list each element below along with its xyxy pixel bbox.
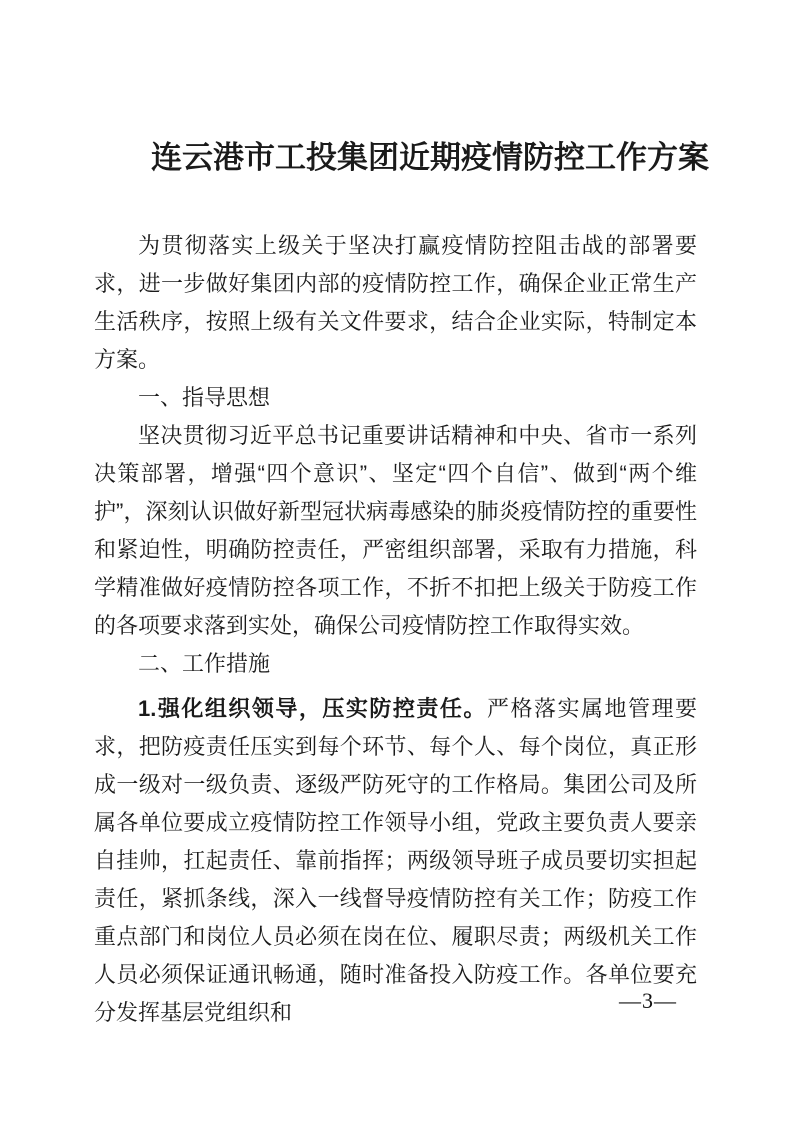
- section-heading: 二、工作措施: [138, 651, 271, 676]
- section-heading: 一、指导思想: [138, 385, 271, 410]
- page-number: —3—: [619, 988, 677, 1013]
- paragraph-bold-lead: 1.强化组织领导，压实防控责任。: [138, 696, 487, 721]
- paragraph: 坚决贯彻习近平总书记重要讲话精神和中央、省市一系列决策部署，增强“四个意识”、坚定“四个自信”、做到“两个维护”，深刻认识做好新型冠状病毒感染的肺炎疫情防控的重要性和紧迫性，明确防控责任，严密组织部署，采取有力措施，科学精准做好疫情防控各项工作，不折不扣把上级关于防疫工作的各项要求落到实处，确保公司疫情防控工作取得实效。: [94, 423, 697, 638]
- document-body: [94, 227, 697, 1032]
- paragraph: 1.强化组织领导，压实防控责任。严格落实属地管理要求，把防疫责任压实到每个环节、每个人、每个岗位，真正形成一级对一级负责、逐级严防死守的工作格局。集团公司及所属各单位要成立疫情防控工作领导小组，党政主要负责人要亲自挂帅，扛起责任、靠前指挥；两级领导班子成员要切实担起责任，紧抓条线，深入一线督导疫情防控有关工作；防疫工作重点部门和岗位人员必须在岗在位、履职尽责；两级机关工作人员必须保证通讯畅通，随时准备投入防疫工作。各单位要充分发挥基层党组织和: [94, 696, 697, 1025]
- document-title: 连云港市工投集团近期疫情防控工作方案: [151, 140, 709, 175]
- paragraph: 为贯彻落实上级关于坚决打赢疫情防控阻击战的部署要求，进一步做好集团内部的疫情防控工作，确保企业正常生产生活秩序，按照上级有关文件要求，结合企业实际，特制定本方案。: [94, 233, 697, 372]
